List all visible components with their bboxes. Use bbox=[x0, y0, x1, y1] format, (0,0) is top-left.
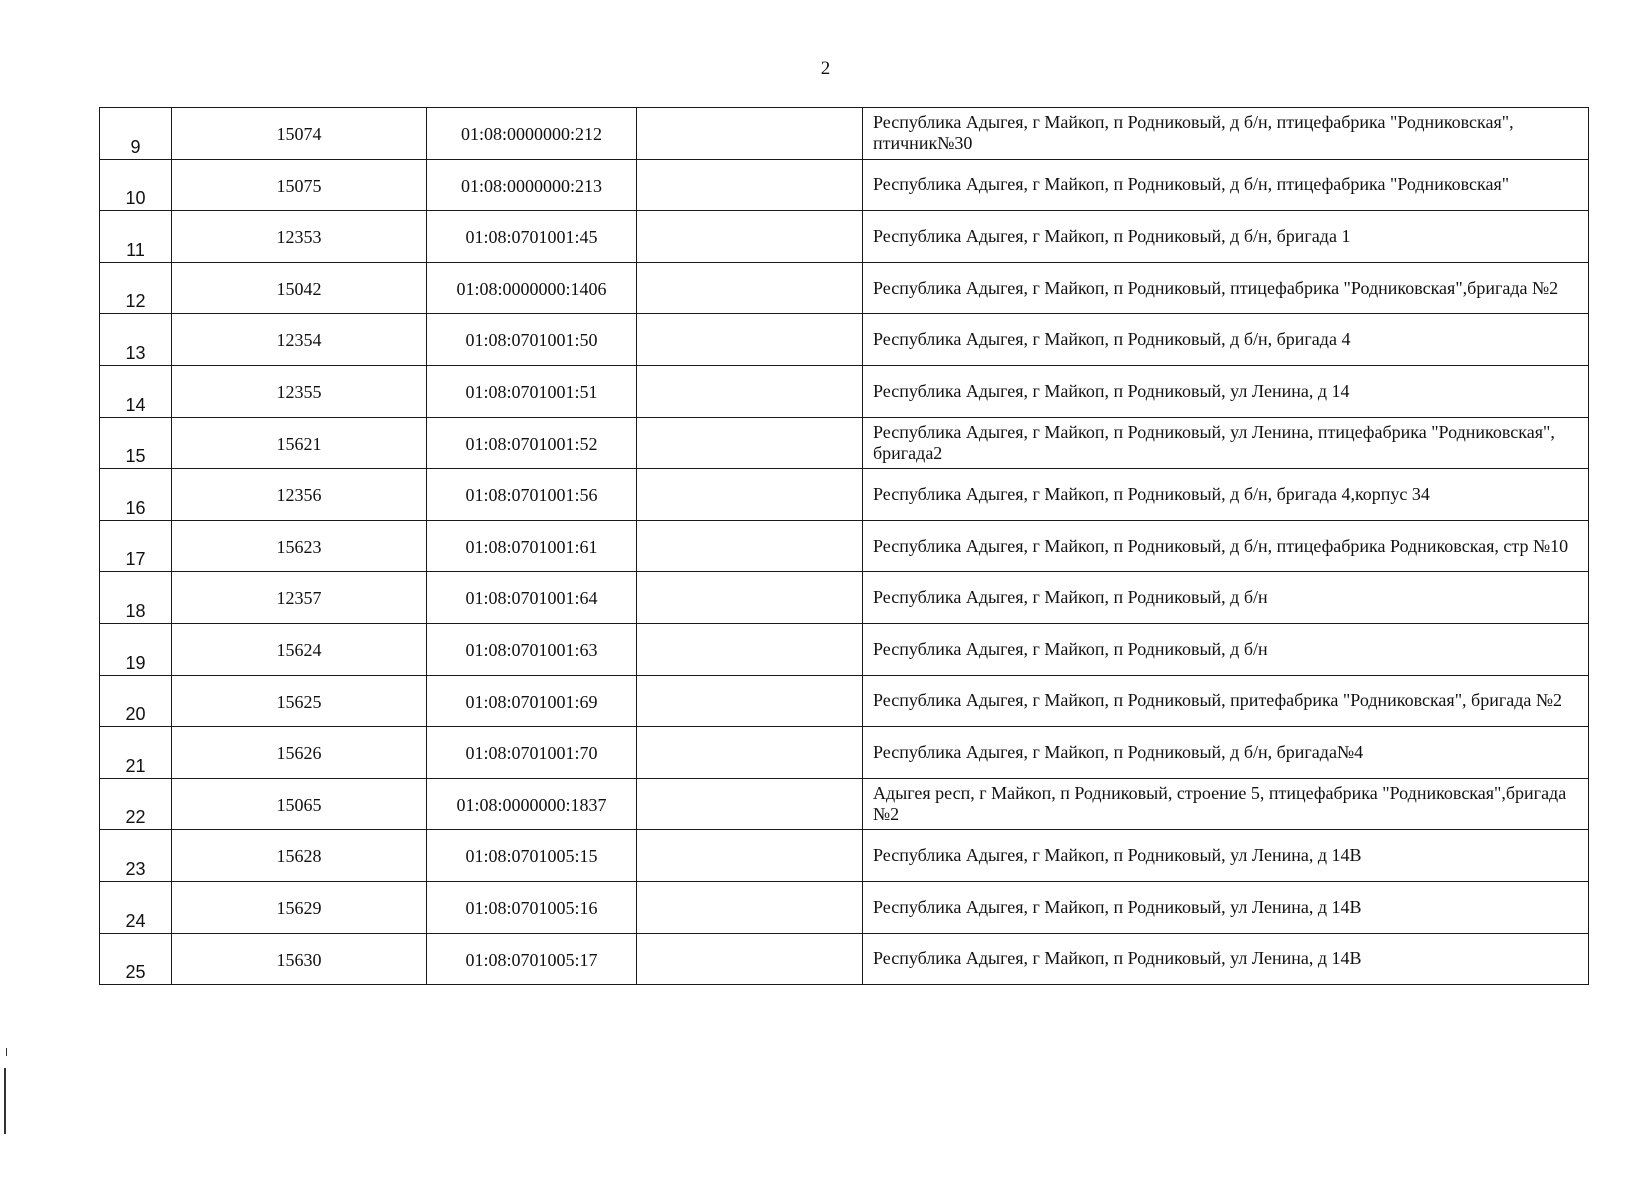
empty-cell bbox=[637, 469, 863, 521]
registry-number-cell: 15628 bbox=[172, 830, 427, 882]
empty-cell bbox=[637, 211, 863, 263]
scan-artifact-line bbox=[4, 1068, 6, 1134]
table-row bbox=[100, 211, 1589, 263]
property-register-table bbox=[99, 107, 1589, 985]
address-cell: Республика Адыгея, г Майкоп, п Родниковый, д б/н bbox=[863, 572, 1589, 624]
table-row bbox=[100, 262, 1589, 314]
address-cell: Республика Адыгея, г Майкоп, п Родниковый, птицефабрика "Родниковская",бригада №2 bbox=[863, 262, 1589, 314]
empty-cell bbox=[637, 108, 863, 160]
empty-cell bbox=[637, 933, 863, 985]
registry-number-cell: 15630 bbox=[172, 933, 427, 985]
address-cell: Республика Адыгея, г Майкоп, п Родниковый, д б/н, бригада 1 bbox=[863, 211, 1589, 263]
registry-number-cell: 12354 bbox=[172, 314, 427, 366]
empty-cell bbox=[637, 623, 863, 675]
registry-number-cell: 15626 bbox=[172, 727, 427, 779]
row-number-cell: 20 bbox=[100, 675, 172, 727]
table-row bbox=[100, 778, 1589, 830]
cadastral-number-cell: 01:08:0701005:17 bbox=[427, 933, 637, 985]
empty-cell bbox=[637, 314, 863, 366]
cadastral-number-cell: 01:08:0000000:213 bbox=[427, 159, 637, 211]
table-row bbox=[100, 108, 1589, 160]
empty-cell bbox=[637, 159, 863, 211]
table-row bbox=[100, 520, 1589, 572]
cadastral-number-cell: 01:08:0701001:51 bbox=[427, 365, 637, 417]
registry-number-cell: 15624 bbox=[172, 623, 427, 675]
registry-number-cell: 15623 bbox=[172, 520, 427, 572]
registry-number-cell: 12356 bbox=[172, 469, 427, 521]
address-cell: Республика Адыгея, г Майкоп, п Родниковый, д б/н, бригада 4,корпус 34 bbox=[863, 469, 1589, 521]
cadastral-number-cell: 01:08:0000000:212 bbox=[427, 108, 637, 160]
table-row bbox=[100, 417, 1589, 469]
address-cell: Республика Адыгея, г Майкоп, п Родниковый, притефабрика "Родниковская", бригада №2 bbox=[863, 675, 1589, 727]
table-row bbox=[100, 159, 1589, 211]
registry-number-cell: 12353 bbox=[172, 211, 427, 263]
row-number-cell: 24 bbox=[100, 881, 172, 933]
table-body bbox=[100, 108, 1589, 985]
table-row bbox=[100, 727, 1589, 779]
row-number-cell: 16 bbox=[100, 469, 172, 521]
registry-number-cell: 15625 bbox=[172, 675, 427, 727]
row-number-cell: 18 bbox=[100, 572, 172, 624]
address-cell: Республика Адыгея, г Майкоп, п Родниковый, ул Ленина, птицефабрика "Родниковская", бригада2 bbox=[863, 417, 1589, 469]
address-cell: Республика Адыгея, г Майкоп, п Родниковый, ул Ленина, д 14 bbox=[863, 365, 1589, 417]
row-number-cell: 19 bbox=[100, 623, 172, 675]
row-number-cell: 22 bbox=[100, 778, 172, 830]
registry-number-cell: 15065 bbox=[172, 778, 427, 830]
cadastral-number-cell: 01:08:0701001:52 bbox=[427, 417, 637, 469]
table-row bbox=[100, 469, 1589, 521]
empty-cell bbox=[637, 675, 863, 727]
table-row bbox=[100, 572, 1589, 624]
cadastral-number-cell: 01:08:0701001:45 bbox=[427, 211, 637, 263]
cadastral-number-cell: 01:08:0701001:64 bbox=[427, 572, 637, 624]
row-number-cell: 21 bbox=[100, 727, 172, 779]
page-number: 2 bbox=[820, 58, 831, 79]
empty-cell bbox=[637, 262, 863, 314]
table-row bbox=[100, 881, 1589, 933]
address-cell: Республика Адыгея, г Майкоп, п Родниковый, д б/н, птицефабрика Родниковская, стр №10 bbox=[863, 520, 1589, 572]
row-number-cell: 12 bbox=[100, 262, 172, 314]
registry-number-cell: 15042 bbox=[172, 262, 427, 314]
registry-number-cell: 12357 bbox=[172, 572, 427, 624]
empty-cell bbox=[637, 365, 863, 417]
row-number-cell: 25 bbox=[100, 933, 172, 985]
cadastral-number-cell: 01:08:0701005:15 bbox=[427, 830, 637, 882]
registry-number-cell: 15629 bbox=[172, 881, 427, 933]
cadastral-number-cell: 01:08:0701001:69 bbox=[427, 675, 637, 727]
cadastral-number-cell: 01:08:0701001:56 bbox=[427, 469, 637, 521]
empty-cell bbox=[637, 881, 863, 933]
table-row bbox=[100, 365, 1589, 417]
row-number-cell: 15 bbox=[100, 417, 172, 469]
cadastral-number-cell: 01:08:0701001:61 bbox=[427, 520, 637, 572]
table-row bbox=[100, 830, 1589, 882]
empty-cell bbox=[637, 572, 863, 624]
address-cell: Республика Адыгея, г Майкоп, п Родниковый, д б/н, птицефабрика "Родниковская", птичник№30 bbox=[863, 108, 1589, 160]
cadastral-number-cell: 01:08:0701001:70 bbox=[427, 727, 637, 779]
cadastral-number-cell: 01:08:0701005:16 bbox=[427, 881, 637, 933]
empty-cell bbox=[637, 520, 863, 572]
address-cell: Республика Адыгея, г Майкоп, п Родниковый, д б/н bbox=[863, 623, 1589, 675]
table-row bbox=[100, 675, 1589, 727]
table-row bbox=[100, 314, 1589, 366]
empty-cell bbox=[637, 727, 863, 779]
row-number-cell: 11 bbox=[100, 211, 172, 263]
table-row bbox=[100, 623, 1589, 675]
row-number-cell: 10 bbox=[100, 159, 172, 211]
empty-cell bbox=[637, 778, 863, 830]
registry-number-cell: 15074 bbox=[172, 108, 427, 160]
cadastral-number-cell: 01:08:0701001:50 bbox=[427, 314, 637, 366]
address-cell: Республика Адыгея, г Майкоп, п Родниковый, ул Ленина, д 14В bbox=[863, 830, 1589, 882]
address-cell: Адыгея респ, г Майкоп, п Родниковый, строение 5, птицефабрика "Родниковская",бригада №2 bbox=[863, 778, 1589, 830]
empty-cell bbox=[637, 417, 863, 469]
address-cell: Республика Адыгея, г Майкоп, п Родниковый, ул Ленина, д 14В bbox=[863, 881, 1589, 933]
address-cell: Республика Адыгея, г Майкоп, п Родниковый, д б/н, птицефабрика "Родниковская" bbox=[863, 159, 1589, 211]
address-cell: Республика Адыгея, г Майкоп, п Родниковый, ул Ленина, д 14В bbox=[863, 933, 1589, 985]
registry-number-cell: 15621 bbox=[172, 417, 427, 469]
registry-number-cell: 15075 bbox=[172, 159, 427, 211]
table-row bbox=[100, 933, 1589, 985]
cadastral-number-cell: 01:08:0000000:1837 bbox=[427, 778, 637, 830]
row-number-cell: 13 bbox=[100, 314, 172, 366]
cadastral-number-cell: 01:08:0701001:63 bbox=[427, 623, 637, 675]
registry-number-cell: 12355 bbox=[172, 365, 427, 417]
cadastral-number-cell: 01:08:0000000:1406 bbox=[427, 262, 637, 314]
scan-artifact-tick bbox=[6, 1048, 7, 1056]
address-cell: Республика Адыгея, г Майкоп, п Родниковый, д б/н, бригада№4 bbox=[863, 727, 1589, 779]
empty-cell bbox=[637, 830, 863, 882]
row-number-cell: 9 bbox=[100, 108, 172, 160]
row-number-cell: 14 bbox=[100, 365, 172, 417]
row-number-cell: 17 bbox=[100, 520, 172, 572]
row-number-cell: 23 bbox=[100, 830, 172, 882]
address-cell: Республика Адыгея, г Майкоп, п Родниковый, д б/н, бригада 4 bbox=[863, 314, 1589, 366]
